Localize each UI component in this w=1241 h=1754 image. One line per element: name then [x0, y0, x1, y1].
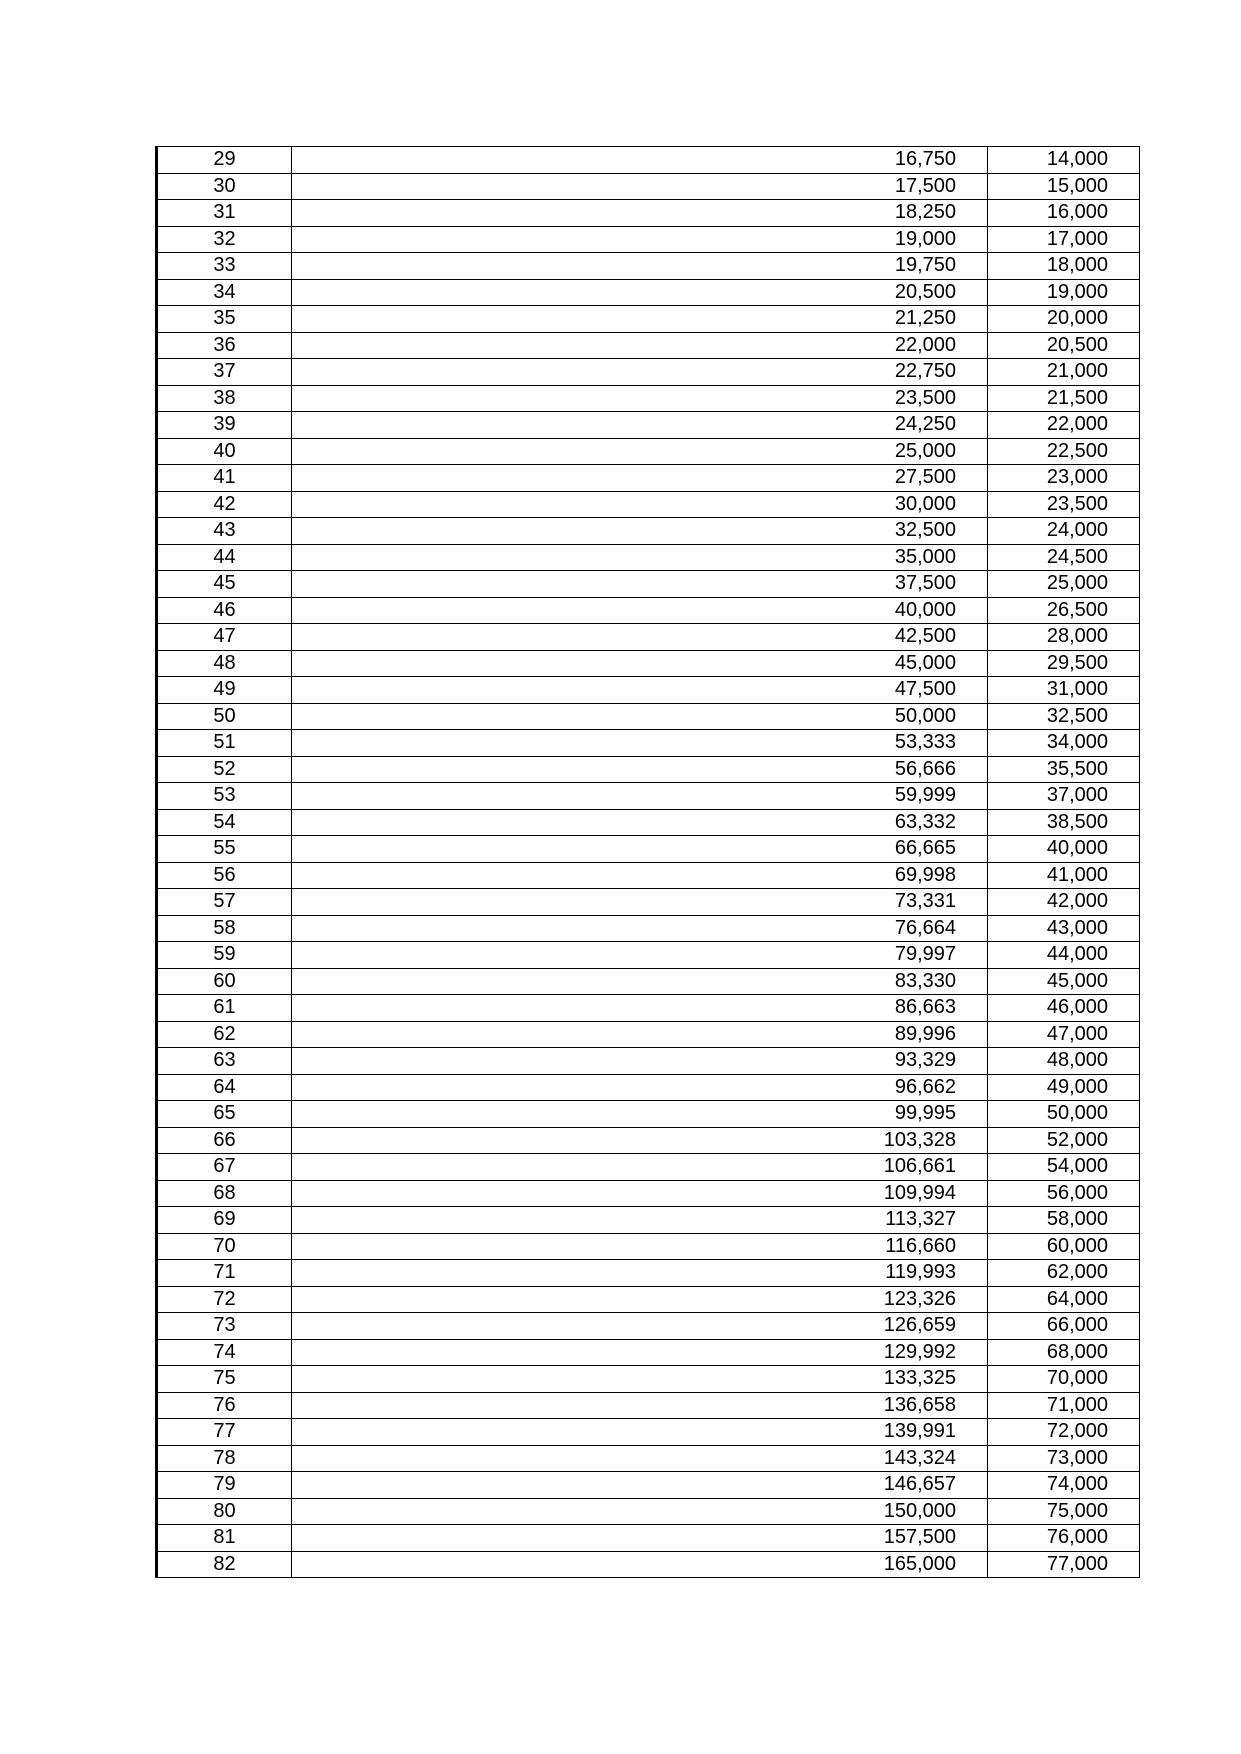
value-a-cell: 146,657 — [292, 1472, 988, 1499]
row-number-cell: 35 — [157, 306, 292, 333]
value-b-cell: 35,500 — [988, 756, 1140, 783]
table-row — [157, 1233, 1140, 1260]
value-b-cell: 68,000 — [988, 1339, 1140, 1366]
value-b-cell: 54,000 — [988, 1154, 1140, 1181]
table-row — [157, 226, 1140, 253]
value-b-cell: 56,000 — [988, 1180, 1140, 1207]
value-a-cell: 126,659 — [292, 1313, 988, 1340]
table-row — [157, 597, 1140, 624]
value-a-cell: 24,250 — [292, 412, 988, 439]
row-number-cell: 33 — [157, 253, 292, 280]
row-number-cell: 44 — [157, 544, 292, 571]
row-number-cell: 36 — [157, 332, 292, 359]
row-number-cell: 64 — [157, 1074, 292, 1101]
value-b-cell: 49,000 — [988, 1074, 1140, 1101]
value-b-cell: 20,500 — [988, 332, 1140, 359]
value-b-cell: 72,000 — [988, 1419, 1140, 1446]
table-row — [157, 518, 1140, 545]
value-a-cell: 99,995 — [292, 1101, 988, 1128]
table-row — [157, 809, 1140, 836]
value-a-cell: 76,664 — [292, 915, 988, 942]
value-a-cell: 20,500 — [292, 279, 988, 306]
value-a-cell: 143,324 — [292, 1445, 988, 1472]
table-row — [157, 836, 1140, 863]
row-number-cell: 82 — [157, 1551, 292, 1578]
value-b-cell: 21,500 — [988, 385, 1140, 412]
row-number-cell: 32 — [157, 226, 292, 253]
row-number-cell: 46 — [157, 597, 292, 624]
table-row — [157, 650, 1140, 677]
table-row — [157, 173, 1140, 200]
row-number-cell: 73 — [157, 1313, 292, 1340]
data-table — [155, 146, 1140, 1578]
table-row — [157, 995, 1140, 1022]
value-b-cell: 44,000 — [988, 942, 1140, 969]
table-row — [157, 1392, 1140, 1419]
table-row — [157, 147, 1140, 174]
value-a-cell: 86,663 — [292, 995, 988, 1022]
table-row — [157, 306, 1140, 333]
value-b-cell: 24,500 — [988, 544, 1140, 571]
value-b-cell: 17,000 — [988, 226, 1140, 253]
value-a-cell: 69,998 — [292, 862, 988, 889]
value-b-cell: 42,000 — [988, 889, 1140, 916]
table-row — [157, 332, 1140, 359]
value-a-cell: 47,500 — [292, 677, 988, 704]
row-number-cell: 80 — [157, 1498, 292, 1525]
value-a-cell: 96,662 — [292, 1074, 988, 1101]
value-a-cell: 83,330 — [292, 968, 988, 995]
value-b-cell: 45,000 — [988, 968, 1140, 995]
value-a-cell: 22,750 — [292, 359, 988, 386]
value-b-cell: 46,000 — [988, 995, 1140, 1022]
value-a-cell: 35,000 — [292, 544, 988, 571]
row-number-cell: 34 — [157, 279, 292, 306]
value-a-cell: 42,500 — [292, 624, 988, 651]
value-a-cell: 119,993 — [292, 1260, 988, 1287]
value-b-cell: 23,000 — [988, 465, 1140, 492]
row-number-cell: 54 — [157, 809, 292, 836]
value-a-cell: 19,750 — [292, 253, 988, 280]
value-a-cell: 93,329 — [292, 1048, 988, 1075]
value-a-cell: 165,000 — [292, 1551, 988, 1578]
value-b-cell: 48,000 — [988, 1048, 1140, 1075]
value-a-cell: 23,500 — [292, 385, 988, 412]
row-number-cell: 60 — [157, 968, 292, 995]
value-a-cell: 25,000 — [292, 438, 988, 465]
row-number-cell: 48 — [157, 650, 292, 677]
value-a-cell: 40,000 — [292, 597, 988, 624]
table-row — [157, 1101, 1140, 1128]
row-number-cell: 75 — [157, 1366, 292, 1393]
value-a-cell: 27,500 — [292, 465, 988, 492]
value-a-cell: 133,325 — [292, 1366, 988, 1393]
table-row — [157, 1445, 1140, 1472]
table-row — [157, 412, 1140, 439]
value-b-cell: 25,000 — [988, 571, 1140, 598]
value-a-cell: 123,326 — [292, 1286, 988, 1313]
value-b-cell: 76,000 — [988, 1525, 1140, 1552]
row-number-cell: 41 — [157, 465, 292, 492]
table-row — [157, 1286, 1140, 1313]
table-row — [157, 253, 1140, 280]
value-b-cell: 29,500 — [988, 650, 1140, 677]
table-row — [157, 544, 1140, 571]
table-row — [157, 1048, 1140, 1075]
row-number-cell: 49 — [157, 677, 292, 704]
table-row — [157, 1127, 1140, 1154]
value-b-cell: 28,000 — [988, 624, 1140, 651]
row-number-cell: 72 — [157, 1286, 292, 1313]
value-a-cell: 73,331 — [292, 889, 988, 916]
table-row — [157, 1021, 1140, 1048]
table-row — [157, 968, 1140, 995]
value-a-cell: 30,000 — [292, 491, 988, 518]
value-b-cell: 77,000 — [988, 1551, 1140, 1578]
value-b-cell: 60,000 — [988, 1233, 1140, 1260]
row-number-cell: 71 — [157, 1260, 292, 1287]
value-b-cell: 40,000 — [988, 836, 1140, 863]
value-b-cell: 70,000 — [988, 1366, 1140, 1393]
value-a-cell: 45,000 — [292, 650, 988, 677]
row-number-cell: 67 — [157, 1154, 292, 1181]
value-a-cell: 139,991 — [292, 1419, 988, 1446]
value-b-cell: 52,000 — [988, 1127, 1140, 1154]
row-number-cell: 69 — [157, 1207, 292, 1234]
value-a-cell: 19,000 — [292, 226, 988, 253]
table-row — [157, 1525, 1140, 1552]
row-number-cell: 57 — [157, 889, 292, 916]
value-b-cell: 22,500 — [988, 438, 1140, 465]
row-number-cell: 43 — [157, 518, 292, 545]
value-b-cell: 24,000 — [988, 518, 1140, 545]
value-a-cell: 37,500 — [292, 571, 988, 598]
row-number-cell: 56 — [157, 862, 292, 889]
value-b-cell: 38,500 — [988, 809, 1140, 836]
value-b-cell: 58,000 — [988, 1207, 1140, 1234]
table-row — [157, 677, 1140, 704]
value-a-cell: 66,665 — [292, 836, 988, 863]
table-row — [157, 1154, 1140, 1181]
row-number-cell: 65 — [157, 1101, 292, 1128]
value-a-cell: 157,500 — [292, 1525, 988, 1552]
row-number-cell: 81 — [157, 1525, 292, 1552]
value-a-cell: 109,994 — [292, 1180, 988, 1207]
table-row — [157, 1207, 1140, 1234]
value-b-cell: 43,000 — [988, 915, 1140, 942]
table-row — [157, 438, 1140, 465]
value-a-cell: 32,500 — [292, 518, 988, 545]
row-number-cell: 63 — [157, 1048, 292, 1075]
row-number-cell: 70 — [157, 1233, 292, 1260]
row-number-cell: 29 — [157, 147, 292, 174]
table-row — [157, 730, 1140, 757]
value-b-cell: 62,000 — [988, 1260, 1140, 1287]
value-a-cell: 21,250 — [292, 306, 988, 333]
table-row — [157, 200, 1140, 227]
table-row — [157, 491, 1140, 518]
row-number-cell: 39 — [157, 412, 292, 439]
table-row — [157, 385, 1140, 412]
value-b-cell: 73,000 — [988, 1445, 1140, 1472]
value-a-cell: 53,333 — [292, 730, 988, 757]
value-b-cell: 21,000 — [988, 359, 1140, 386]
value-a-cell: 59,999 — [292, 783, 988, 810]
value-b-cell: 14,000 — [988, 147, 1140, 174]
table-row — [157, 862, 1140, 889]
value-a-cell: 150,000 — [292, 1498, 988, 1525]
table-row — [157, 465, 1140, 492]
row-number-cell: 38 — [157, 385, 292, 412]
row-number-cell: 53 — [157, 783, 292, 810]
value-b-cell: 37,000 — [988, 783, 1140, 810]
row-number-cell: 42 — [157, 491, 292, 518]
table-row — [157, 1551, 1140, 1578]
value-a-cell: 17,500 — [292, 173, 988, 200]
value-a-cell: 16,750 — [292, 147, 988, 174]
row-number-cell: 66 — [157, 1127, 292, 1154]
value-b-cell: 31,000 — [988, 677, 1140, 704]
row-number-cell: 68 — [157, 1180, 292, 1207]
table-row — [157, 1339, 1140, 1366]
value-a-cell: 63,332 — [292, 809, 988, 836]
table-row — [157, 703, 1140, 730]
value-a-cell: 106,661 — [292, 1154, 988, 1181]
table-row — [157, 571, 1140, 598]
value-a-cell: 18,250 — [292, 200, 988, 227]
value-b-cell: 19,000 — [988, 279, 1140, 306]
row-number-cell: 31 — [157, 200, 292, 227]
value-b-cell: 75,000 — [988, 1498, 1140, 1525]
value-a-cell: 89,996 — [292, 1021, 988, 1048]
row-number-cell: 59 — [157, 942, 292, 969]
value-a-cell: 113,327 — [292, 1207, 988, 1234]
row-number-cell: 45 — [157, 571, 292, 598]
row-number-cell: 47 — [157, 624, 292, 651]
value-b-cell: 47,000 — [988, 1021, 1140, 1048]
value-a-cell: 50,000 — [292, 703, 988, 730]
row-number-cell: 37 — [157, 359, 292, 386]
table-row — [157, 783, 1140, 810]
value-b-cell: 15,000 — [988, 173, 1140, 200]
row-number-cell: 52 — [157, 756, 292, 783]
value-b-cell: 41,000 — [988, 862, 1140, 889]
row-number-cell: 62 — [157, 1021, 292, 1048]
row-number-cell: 55 — [157, 836, 292, 863]
table-row — [157, 1498, 1140, 1525]
value-a-cell: 103,328 — [292, 1127, 988, 1154]
value-b-cell: 16,000 — [988, 200, 1140, 227]
value-b-cell: 23,500 — [988, 491, 1140, 518]
value-b-cell: 18,000 — [988, 253, 1140, 280]
row-number-cell: 79 — [157, 1472, 292, 1499]
table-row — [157, 1419, 1140, 1446]
value-b-cell: 74,000 — [988, 1472, 1140, 1499]
row-number-cell: 61 — [157, 995, 292, 1022]
value-a-cell: 79,997 — [292, 942, 988, 969]
value-a-cell: 136,658 — [292, 1392, 988, 1419]
value-b-cell: 34,000 — [988, 730, 1140, 757]
table-row — [157, 1180, 1140, 1207]
value-b-cell: 26,500 — [988, 597, 1140, 624]
value-b-cell: 22,000 — [988, 412, 1140, 439]
table-row — [157, 279, 1140, 306]
table-row — [157, 359, 1140, 386]
table-row — [157, 889, 1140, 916]
value-b-cell: 32,500 — [988, 703, 1140, 730]
table-row — [157, 756, 1140, 783]
row-number-cell: 30 — [157, 173, 292, 200]
value-a-cell: 129,992 — [292, 1339, 988, 1366]
row-number-cell: 58 — [157, 915, 292, 942]
row-number-cell: 40 — [157, 438, 292, 465]
value-b-cell: 20,000 — [988, 306, 1140, 333]
row-number-cell: 78 — [157, 1445, 292, 1472]
value-a-cell: 22,000 — [292, 332, 988, 359]
value-b-cell: 64,000 — [988, 1286, 1140, 1313]
value-a-cell: 56,666 — [292, 756, 988, 783]
table-row — [157, 1260, 1140, 1287]
row-number-cell: 50 — [157, 703, 292, 730]
table-row — [157, 942, 1140, 969]
value-b-cell: 50,000 — [988, 1101, 1140, 1128]
row-number-cell: 77 — [157, 1419, 292, 1446]
row-number-cell: 51 — [157, 730, 292, 757]
row-number-cell: 76 — [157, 1392, 292, 1419]
table-row — [157, 1313, 1140, 1340]
table-row — [157, 624, 1140, 651]
table-row — [157, 915, 1140, 942]
row-number-cell: 74 — [157, 1339, 292, 1366]
value-a-cell: 116,660 — [292, 1233, 988, 1260]
table-body — [157, 147, 1140, 1578]
table-row — [157, 1074, 1140, 1101]
table-row — [157, 1472, 1140, 1499]
table-row — [157, 1366, 1140, 1393]
value-b-cell: 71,000 — [988, 1392, 1140, 1419]
value-b-cell: 66,000 — [988, 1313, 1140, 1340]
